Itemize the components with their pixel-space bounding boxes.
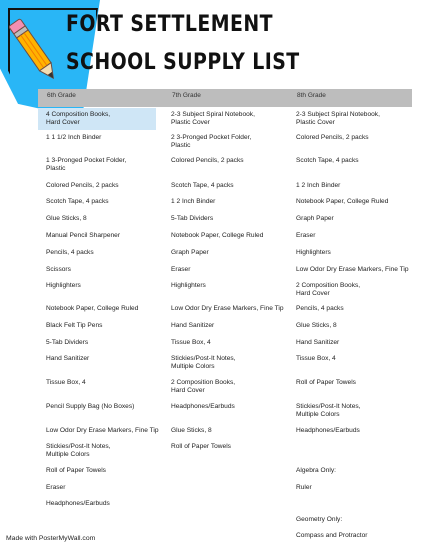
grade7-item: 5-Tab Dividers [171, 215, 214, 222]
grade7-item: Scotch Tape, 4 packs [171, 182, 234, 189]
grade7-item: 2 Composition Books, Hard Cover [171, 379, 236, 395]
title-line-1: FORT SETTLEMENT [66, 12, 273, 37]
grade7-item: Glue Sticks, 8 [171, 427, 212, 434]
grade8-item: Glue Sticks, 8 [296, 322, 337, 329]
grade6-item: Manual Pencil Sharpener [46, 232, 121, 239]
grade6-item: 1 3-Pronged Pocket Folder, Plastic [46, 157, 127, 173]
grade8-item: Eraser [296, 232, 316, 239]
grade7-item: Hand Sanitizer [171, 322, 215, 329]
grade6-item: Eraser [46, 484, 66, 491]
grade8-item: 2-3 Subject Spiral Notebook, Plastic Cover [296, 111, 380, 127]
grade7-item: Tissue Box, 4 [171, 339, 211, 346]
grade8-item: Scotch Tape, 4 packs [296, 157, 359, 164]
column-header-7th-grade: 7th Grade [172, 92, 201, 99]
grade6-item: Low Odor Dry Erase Markers, Fine Tip [46, 427, 159, 434]
grade6-item: Colored Pencils, 2 packs [46, 182, 119, 189]
grade6-item: Pencil Supply Bag (No Boxes) [46, 403, 135, 410]
grade8-item: 1 2 Inch Binder [296, 182, 341, 189]
grade8-item: Tissue Box, 4 [296, 355, 336, 362]
grade8-item: Graph Paper [296, 215, 334, 222]
grade7-item: Stickies/Post-It Notes, Multiple Colors [171, 355, 236, 371]
grade8-item: Ruler [296, 484, 312, 491]
grade7-item: Highlighters [171, 282, 206, 289]
grade8-item: Geometry Only: [296, 516, 343, 523]
grade7-item: 2-3 Subject Spiral Notebook, Plastic Cover [171, 111, 255, 127]
grade8-item: Algebra Only: [296, 467, 336, 474]
grade8-item: Roll of Paper Towels [296, 379, 356, 386]
grade6-item: Scotch Tape, 4 packs [46, 198, 109, 205]
grade6-item: 4 Composition Books, Hard Cover [46, 111, 111, 127]
grade7-item: Eraser [171, 266, 191, 273]
grade8-item: Headphones/Earbuds [296, 427, 360, 434]
grade7-item: Low Odor Dry Erase Markers, Fine Tip [171, 305, 284, 312]
grade6-item: 5-Tab Dividers [46, 339, 89, 346]
grade8-item: 2 Composition Books, Hard Cover [296, 282, 361, 298]
grade6-item: Highlighters [46, 282, 81, 289]
footer-credit: Made with PosterMyWall.com [6, 535, 96, 542]
grade8-item: Notebook Paper, College Ruled [296, 198, 389, 205]
grade7-item: Roll of Paper Towels [171, 443, 231, 450]
grade6-item: Black Felt Tip Pens [46, 322, 103, 329]
title-line-2: SCHOOL SUPPLY LIST [66, 50, 300, 75]
grade7-item: Notebook Paper, College Ruled [171, 232, 264, 239]
grade6-item: Headphones/Earbuds [46, 500, 110, 507]
grade6-item: Scissors [46, 266, 71, 273]
grade6-item: Hand Sanitizer [46, 355, 90, 362]
grade7-item: 2 3-Pronged Pocket Folder, Plastic [171, 134, 252, 150]
grade6-item: Notebook Paper, College Ruled [46, 305, 139, 312]
grade6-item: 1 1 1/2 Inch Binder [46, 134, 102, 141]
grade8-item: Pencils, 4 packs [296, 305, 344, 312]
column-header-8th-grade: 8th Grade [297, 92, 326, 99]
grade6-item: Roll of Paper Towels [46, 467, 106, 474]
grade7-item: Graph Paper [171, 249, 209, 256]
grade8-item: Stickies/Post-It Notes, Multiple Colors [296, 403, 361, 419]
grade6-item: Pencils, 4 packs [46, 249, 94, 256]
grade8-item: Hand Sanitizer [296, 339, 340, 346]
grade7-item: 1 2 Inch Binder [171, 198, 216, 205]
grade6-item: Glue Sticks, 8 [46, 215, 87, 222]
table-header [38, 89, 412, 107]
pencil-icon [8, 12, 62, 92]
grade6-item: Tissue Box, 4 [46, 379, 86, 386]
grade7-item: Headphones/Earbuds [171, 403, 235, 410]
column-header-6th-grade: 6th Grade [47, 92, 76, 99]
grade8-item: Colored Pencils, 2 packs [296, 134, 369, 141]
grade8-item: Highlighters [296, 249, 331, 256]
grade6-item: Stickies/Post-It Notes, Multiple Colors [46, 443, 111, 459]
grade8-item: Low Odor Dry Erase Markers, Fine Tip [296, 266, 409, 273]
grade8-item: Compass and Protractor [296, 532, 368, 539]
grade7-item: Colored Pencils, 2 packs [171, 157, 244, 164]
